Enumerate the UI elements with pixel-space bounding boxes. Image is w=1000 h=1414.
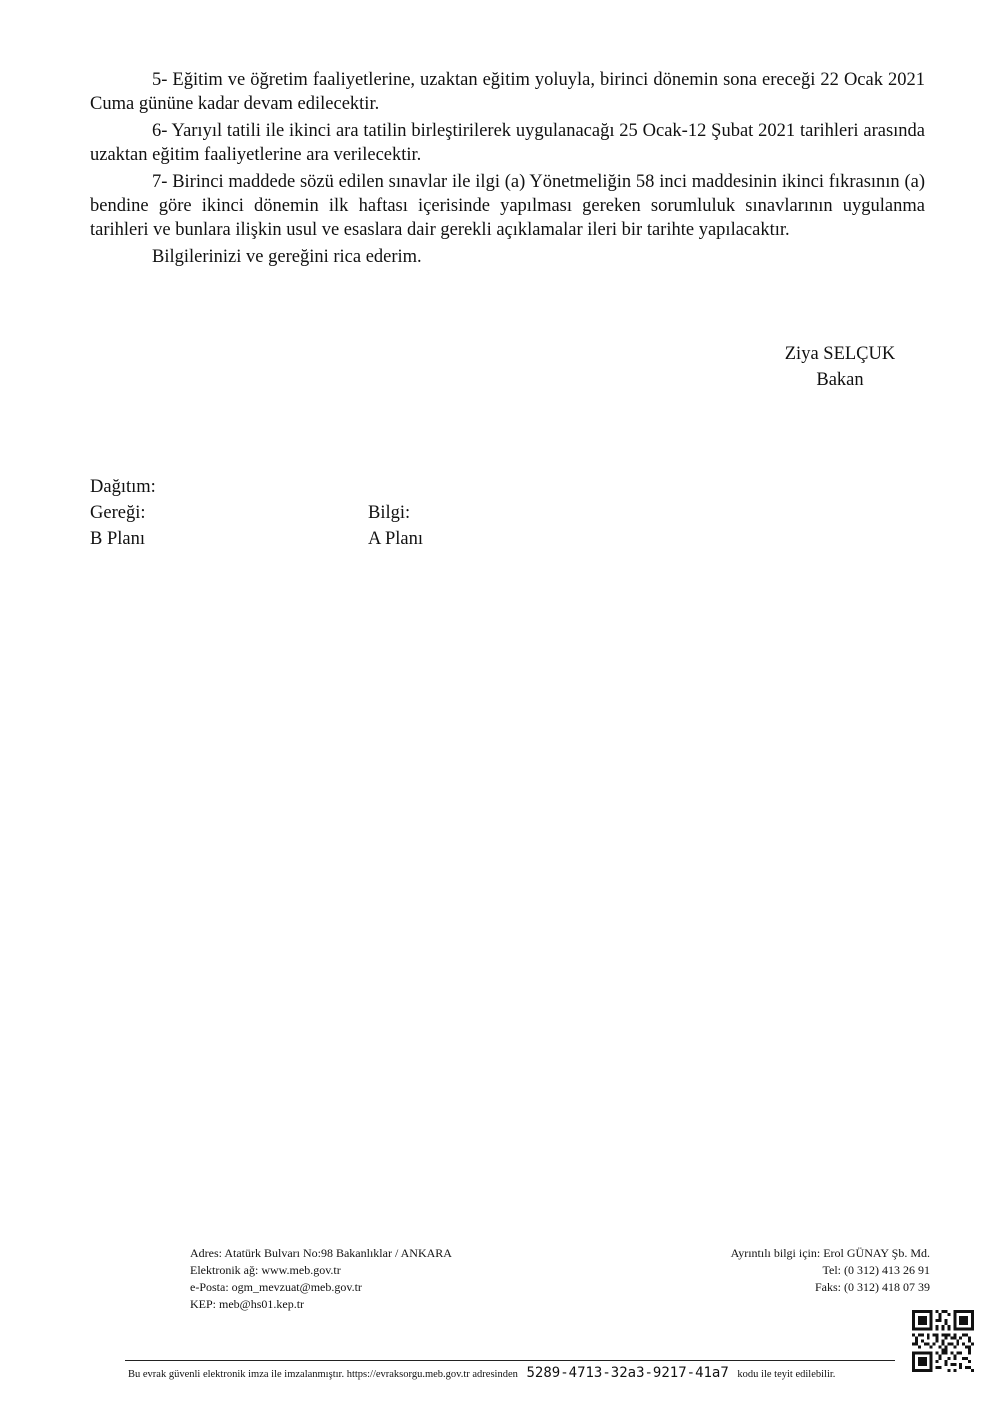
footer-contact-right — [620, 1245, 930, 1296]
footer-kep: KEP: meb@hs01.kep.tr — [190, 1297, 305, 1311]
footer-web: Elektronik ağ: www.meb.gov.tr — [190, 1263, 341, 1277]
footer-address: Adres: Atatürk Bulvarı No:98 Bakanlıklar / ANKARA — [190, 1246, 452, 1260]
paragraph-7: 7- Birinci maddede sözü edilen sınavlar ile ilgi (a) Yönetmeliğin 58 inci maddesinin ikinci fıkrasının (a) bendine göre ikinci dönemin ilk haftası içerisinde yapılması gereken sorumluluk sınavlarının uygulanma tarihleri ve bunlara ilişkin usul ve esaslara dair gerekli açıklamalar ileri bir tarihte yapılacaktır. — [90, 172, 925, 240]
verification-suffix: kodu ile teyit edilebilir. — [737, 1369, 836, 1380]
distribution-list — [90, 474, 590, 552]
info-label: Bilgi: — [368, 503, 411, 523]
footer-fax: Faks: (0 312) 418 07 39 — [815, 1280, 930, 1294]
footer-email: e-Posta: ogm_mevzuat@meb.gov.tr — [190, 1280, 362, 1294]
footer-divider — [125, 1360, 895, 1361]
action-recipient: B Planı — [90, 529, 145, 549]
paragraph-5: 5- Eğitim ve öğretim faaliyetlerine, uzaktan eğitim yoluyla, birinci dönemin sona ereceği 22 Ocak 2021 Cuma gününe kadar devam edilecektir. — [90, 70, 925, 114]
verification-prefix: Bu evrak güvenli elektronik imza ile imzalanmıştır. https://evraksorgu.meb.gov.tr adresinden — [128, 1369, 518, 1380]
document-body — [90, 68, 925, 269]
closing-sentence: Bilgilerinizi ve gereğini rica ederim. — [152, 247, 422, 267]
action-label: Gereği: — [90, 503, 146, 523]
verification-code: 5289-4713-32a3-9217-41a7 — [526, 1365, 729, 1381]
qr-code-icon — [912, 1310, 974, 1372]
footer-contact-left — [190, 1245, 550, 1313]
signature-block — [760, 341, 920, 393]
footer-tel: Tel: (0 312) 413 26 91 — [822, 1263, 930, 1277]
signatory-name: Ziya SELÇUK — [784, 344, 896, 364]
distribution-heading: Dağıtım: — [90, 477, 156, 497]
signatory-title: Bakan — [816, 370, 864, 390]
footer-contact-person: Ayrıntılı bilgi için: Erol GÜNAY Şb. Md. — [730, 1246, 930, 1260]
paragraph-6: 6- Yarıyıl tatili ile ikinci ara tatilin birleştirilerek uygulanacağı 25 Ocak-12 Şubat 2021 tarihleri arasında uzaktan eğitim faaliyetlerine ara verilecektir. — [90, 121, 925, 165]
e-signature-notice — [128, 1364, 903, 1384]
info-recipient: A Planı — [368, 529, 423, 549]
